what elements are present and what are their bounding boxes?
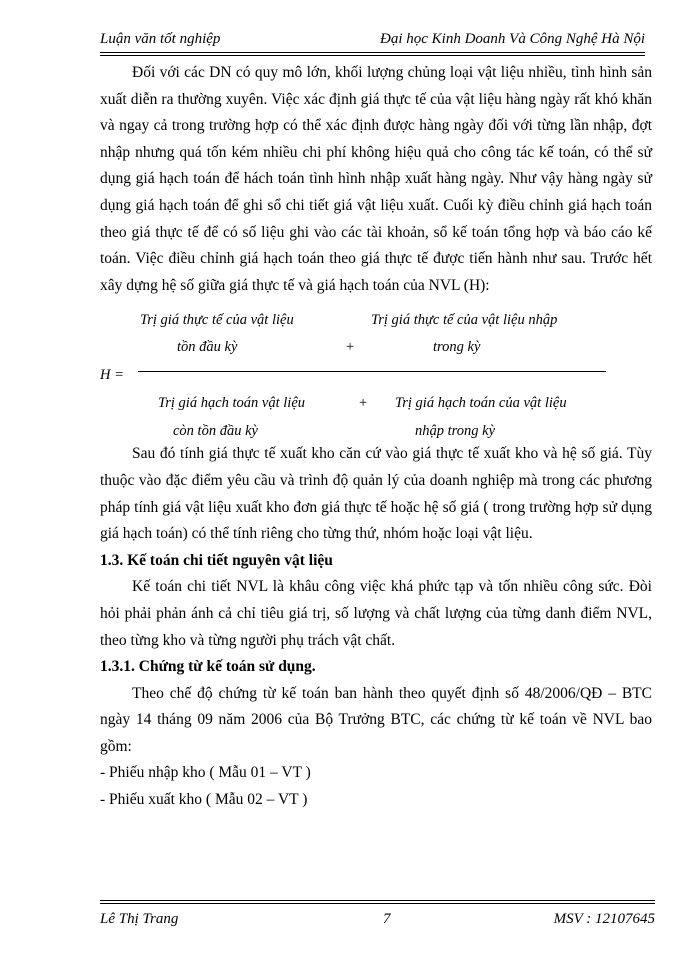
formula-num1-line2: tồn đầu kỳ [177,339,238,356]
formula-num-plus: + [346,339,355,356]
heading-1-3-1: 1.3.1. Chứng từ kế toán sử dụng. [100,658,316,676]
header-rule [100,55,645,56]
header-university: Đại học Kinh Doanh Và Công Nghệ Hà Nội [380,31,645,47]
footer-author: Lê Thị Trang [100,911,179,927]
list-item-issue: - Phiếu xuất kho ( Mẫu 02 – VT ) [100,791,308,809]
formula-den2-line1: Trị giá hạch toán của vật liệu [395,395,567,412]
formula-den1-line2: còn tồn đầu kỳ [173,423,258,440]
paragraph-export-price: Sau đó tính giá thực tế xuất kho căn cứ vào giá thực tế xuất kho và hệ số giá. Tùy thuộc vào đặc điểm yêu cầu và trình độ quản lý của doanh nghiệp mà trong các phương pháp tính giá vật liệu xuất kho đơn giá thực tế hoặc hệ số giá ( trong trường hợp sử dụng giá hạch toán) có thể tính riêng cho từng thứ, nhóm hoặc loại vật liệu. [100,445,652,543]
formula-fraction-bar [138,371,606,372]
formula-h [100,299,652,441]
formula-den2-line2: nhập trong kỳ [415,423,496,440]
paragraph-intro: Đối với các DN có quy mô lớn, khối lượng chủng loại vật liệu nhiều, tình hình sản xuất diễn ra thường xuyên. Việc xác định giá thực tế của vật liệu hàng ngày rất khó khăn và ngay cả trong trường hợp có thể xác định được hàng ngày đối với từng lần nhập, đợt nhập nhưng quá tốn kém nhiều chi phí không hiệu quả cho công tác kế toán, có thể sử dụng giá hạch toán để hách toán tình hình nhập xuất hàng ngày. Như vậy hàng ngày sử dụng giá hạch toán để ghi sổ chi tiết giá vật liệu xuất. Cuối kỳ điều chỉnh giá hạch toán theo giá thực tế để có số liệu ghi vào các tài khoản, sổ kế toán tổng hợp và báo cáo kế toán. Việc điều chỉnh giá hạch toán theo giá thực tế được tiến hành như sau. Trước hết xây dựng hệ số giữa giá thực tế và giá hạch toán của NVL (H): [100,64,652,294]
page-footer [100,900,655,931]
formula-den-plus: + [359,395,368,412]
formula-num2-line1: Trị giá thực tế của vật liệu nhập [371,312,558,329]
formula-lhs: H = [100,367,124,384]
formula-den1-line1: Trị giá hạch toán vật liệu [158,395,306,412]
paragraph-documents: Theo chế độ chứng từ kế toán ban hành theo quyết định số 48/2006/QĐ – BTC ngày 14 tháng 09 năm 2006 của Bộ Trưởng BTC, các chứng từ kế toán về NVL bao gồm: [100,684,652,755]
header-thesis-label: Luận văn tốt nghiệp [100,31,221,47]
formula-num1-line1: Trị giá thực tế của vật liệu [140,312,294,329]
footer-student-id: MSV : 12107645 [553,911,655,927]
heading-1-3: 1.3. Kế toán chi tiết nguyên vật liệu [100,551,333,569]
formula-num2-line2: trong kỳ [433,339,481,356]
page-header [100,28,645,53]
list-item-receipt: - Phiếu nhập kho ( Mẫu 01 – VT ) [100,764,311,782]
footer-rule [100,903,655,904]
paragraph-detail-accounting: Kế toán chi tiết NVL là khâu công việc khá phức tạp và tốn nhiều công sức. Đòi hỏi phải phản ánh cả chỉ tiêu giá trị, số lượng và chất lượng của từng danh điểm NVL, theo từng kho và từng người phụ trách vật chất. [100,578,652,649]
page-body [100,60,652,814]
footer-page-number: 7 [383,911,391,927]
